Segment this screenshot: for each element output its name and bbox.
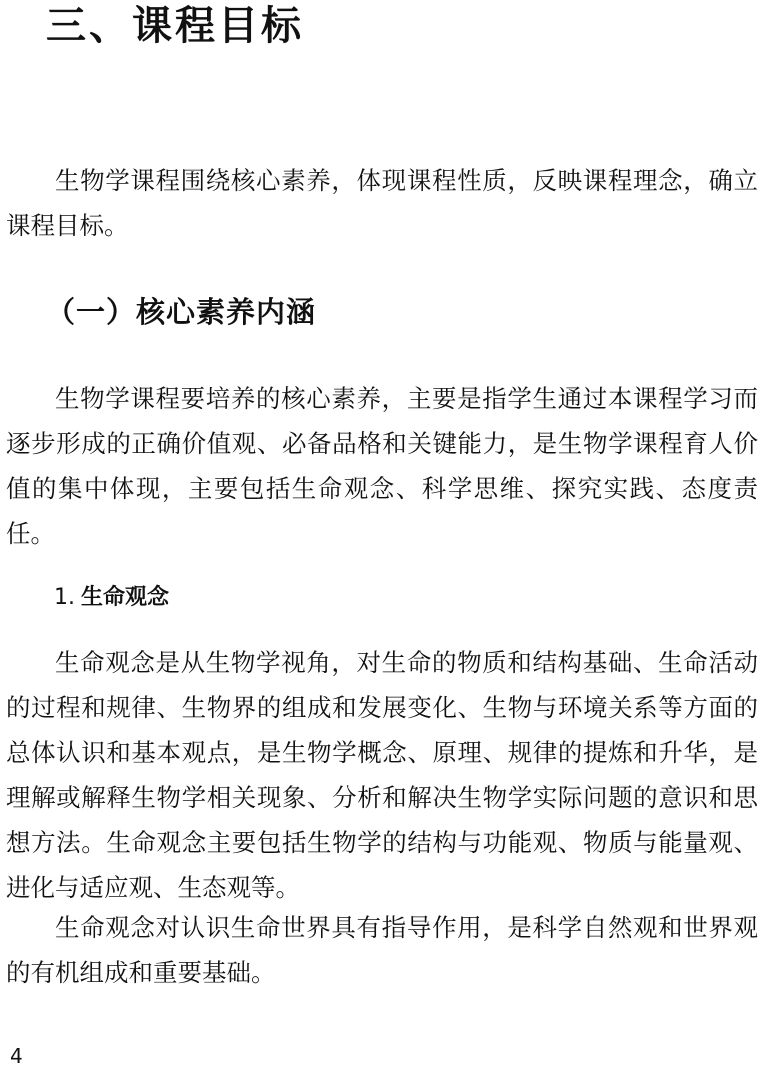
page-number: 4 bbox=[10, 1044, 23, 1068]
subsection-title: 生命观念 bbox=[81, 585, 170, 610]
chapter-title: 三、课程目标 bbox=[46, 3, 304, 49]
subsection-paragraph-2: 生命观念对认识生命世界具有指导作用，是科学自然观和世界观的有机组成和重要基础。 bbox=[6, 913, 758, 987]
subsection-paragraph-1: 生命观念是从生物学视角，对生命的物质和结构基础、生命活动的过程和规律、生物界的组成和发展变化、生物与环境关系等方面的总体认识和基本观点，是生物学概念、原理、规律的提炼和升华，是理解或解释生物学相关现象、分析和解决生物学实际问题的意识和思想方法。生命观念主要包括生物学的结构与功能观、物质与能量观、进化与适应观、生态观等。 bbox=[6, 648, 758, 902]
intro-paragraph: 生物学课程围绕核心素养，体现课程性质，反映课程理念，确立课程目标。 bbox=[6, 166, 758, 240]
section-title: （一）核心素养内涵 bbox=[46, 295, 317, 329]
section-paragraph: 生物学课程要培养的核心素养，主要是指学生通过本课程学习而逐步形成的正确价值观、必备品格和关键能力，是生物学课程育人价值的集中体现，主要包括生命观念、科学思维、探究实践、态度责任。 bbox=[6, 384, 758, 548]
subsection-heading bbox=[54, 578, 169, 618]
subsection-number: 1. bbox=[54, 585, 75, 610]
